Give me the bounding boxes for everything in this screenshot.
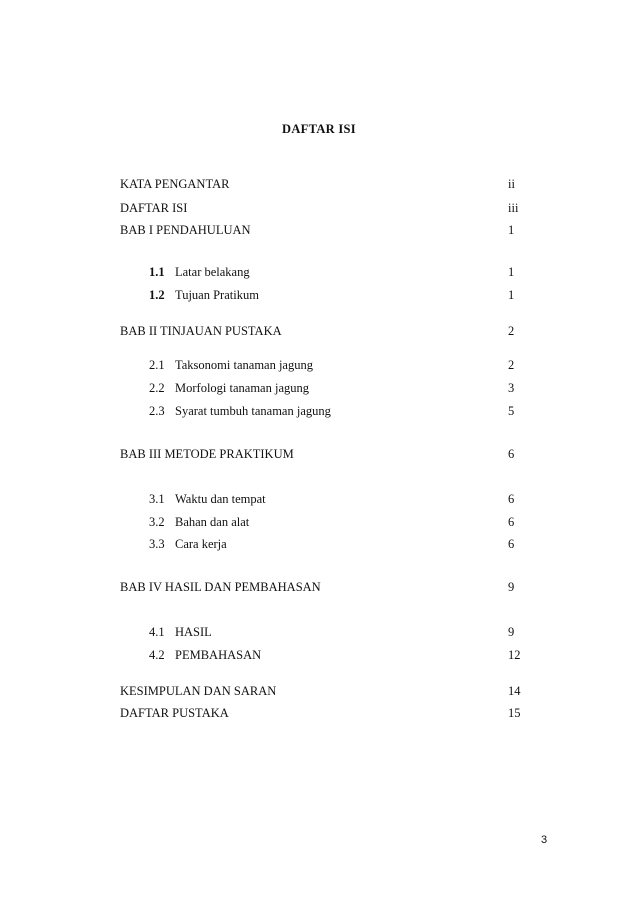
toc-subentry-number: 2.2 — [149, 381, 165, 395]
toc-entry-page: 9 — [508, 580, 515, 594]
toc-subentry-label: Cara kerja — [175, 537, 227, 551]
toc-entry-label: BAB II TINJAUAN PUSTAKA — [120, 324, 282, 338]
toc-entry-label: DAFTAR ISI — [120, 201, 188, 215]
toc-entry-page: 15 — [508, 706, 521, 720]
toc-entry-page: 14 — [508, 684, 521, 698]
toc-entry-label: KATA PENGANTAR — [120, 177, 230, 191]
toc-subentry-label: HASIL — [175, 625, 212, 639]
toc-subentry-number: 2.3 — [149, 404, 165, 418]
toc-subentry-3-3 — [120, 536, 520, 552]
toc-entry-page: 6 — [508, 537, 515, 551]
toc-subentry-number: 3.1 — [149, 492, 165, 506]
toc-subentry-label: Morfologi tanaman jagung — [175, 381, 309, 395]
toc-subentry-label: Waktu dan tempat — [175, 492, 266, 506]
toc-subentry-number: 3.3 — [149, 537, 165, 551]
toc-entry-kata-pengantar — [120, 176, 520, 192]
toc-subentry-2-2 — [120, 380, 520, 396]
toc-subentry-label: PEMBAHASAN — [175, 648, 262, 662]
toc-entry-page: 2 — [508, 358, 515, 372]
toc-subentry-2-1 — [120, 357, 520, 373]
toc-entry-page: ii — [508, 177, 515, 191]
page-title: DAFTAR ISI — [282, 122, 356, 136]
toc-entry-kesimpulan — [120, 683, 520, 699]
toc-subentry-label: Tujuan Pratikum — [175, 288, 259, 302]
toc-entry-label: DAFTAR PUSTAKA — [120, 706, 229, 720]
toc-entry-label: BAB IV HASIL DAN PEMBAHASAN — [120, 580, 321, 594]
toc-entry-page: 1 — [508, 223, 515, 237]
toc-entry-page: 5 — [508, 404, 515, 418]
toc-entry-daftar-pustaka — [120, 705, 520, 721]
toc-subentry-1-1 — [120, 264, 520, 280]
toc-entry-page: 6 — [508, 492, 515, 506]
toc-entry-page: 1 — [508, 265, 515, 279]
toc-entry-bab-3 — [120, 446, 520, 462]
toc-subentry-number: 1.1 — [149, 265, 165, 279]
toc-subentry-4-1 — [120, 624, 520, 640]
toc-subentry-1-2 — [120, 287, 520, 303]
toc-subentry-3-2 — [120, 514, 520, 530]
toc-entry-label: BAB III METODE PRAKTIKUM — [120, 447, 294, 461]
toc-entry-label: KESIMPULAN DAN SARAN — [120, 684, 277, 698]
toc-subentry-label: Bahan dan alat — [175, 515, 250, 529]
toc-entry-page: iii — [508, 201, 519, 215]
toc-entry-label: BAB I PENDAHULUAN — [120, 223, 251, 237]
toc-subentry-number: 1.2 — [149, 288, 165, 302]
page-number: 3 — [541, 834, 548, 846]
toc-entry-daftar-isi — [120, 200, 520, 216]
toc-subentry-label: Latar belakang — [175, 265, 250, 279]
toc-subentry-label: Syarat tumbuh tanaman jagung — [175, 404, 331, 418]
toc-subentry-2-3 — [120, 403, 520, 419]
toc-entry-page: 6 — [508, 447, 515, 461]
toc-entry-page: 1 — [508, 288, 515, 302]
toc-subentry-3-1 — [120, 491, 520, 507]
toc-subentry-4-2 — [120, 647, 520, 663]
toc-entry-page: 3 — [508, 381, 515, 395]
toc-entry-page: 9 — [508, 625, 515, 639]
toc-subentry-number: 2.1 — [149, 358, 165, 372]
toc-subentry-number: 3.2 — [149, 515, 165, 529]
toc-entry-page: 12 — [508, 648, 521, 662]
toc-entry-bab-2 — [120, 323, 520, 339]
toc-entry-page: 2 — [508, 324, 515, 338]
toc-subentry-number: 4.1 — [149, 625, 165, 639]
toc-entry-bab-4 — [120, 579, 520, 595]
toc-entry-bab-1 — [120, 222, 520, 238]
toc-subentry-number: 4.2 — [149, 648, 165, 662]
toc-subentry-label: Taksonomi tanaman jagung — [175, 358, 313, 372]
toc-entry-page: 6 — [508, 515, 515, 529]
